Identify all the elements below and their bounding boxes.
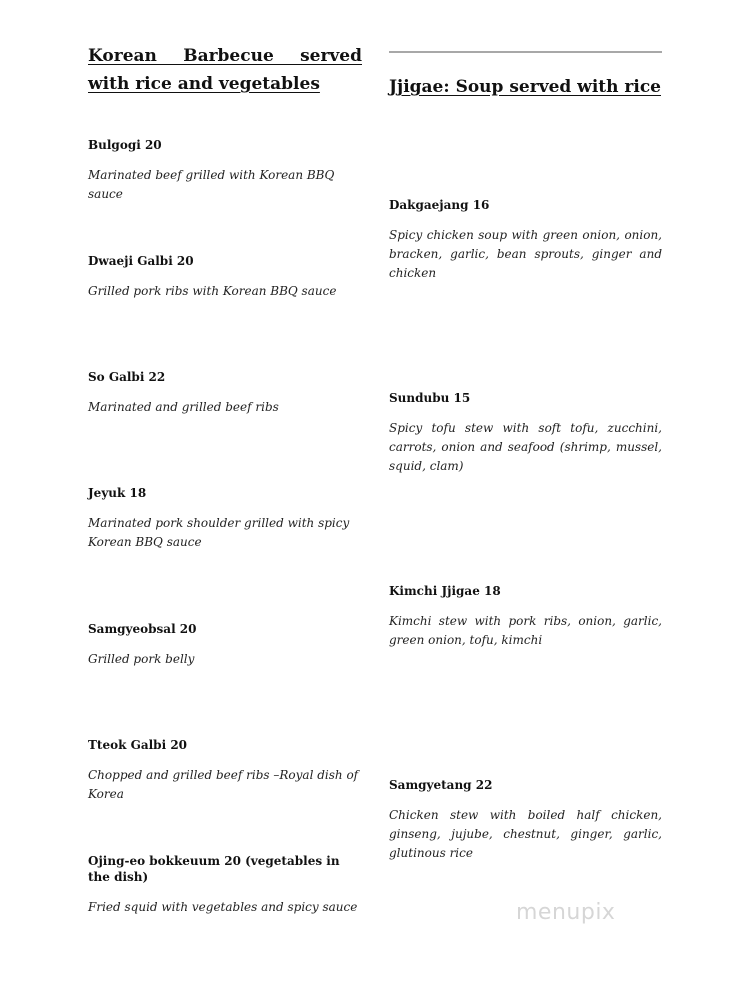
item-description: Spicy chicken soup with green onion, onion, bracken, garlic, bean sprouts, ginger and chicken xyxy=(389,228,662,280)
korean-barbecue-title: Korean Barbecue served with rice and vegetables xyxy=(88,46,362,94)
item-description: Fried squid with vegetables and spicy sauce xyxy=(88,900,358,914)
item-description: Marinated and grilled beef ribs xyxy=(88,400,279,414)
item-description: Chicken stew with boiled half chicken, ginseng, jujube, chestnut, ginger, garlic, glutinous rice xyxy=(389,808,662,860)
korean-barbecue-column xyxy=(88,42,362,914)
menu-item-jeyuk xyxy=(88,485,362,552)
item-name: Dakgaejang 16 xyxy=(389,198,490,212)
menu-item-ojing-eo-bokkeuum xyxy=(88,853,362,917)
item-name: Bulgogi 20 xyxy=(88,138,162,152)
item-name: Samgyeobsal 20 xyxy=(88,622,197,636)
item-name: Ojing-eo bokkeuum 20 (vegetables in the dish) xyxy=(88,854,340,884)
menu-item-samgyetang xyxy=(389,777,662,863)
jjigae-title: Jjigae: Soup served with rice xyxy=(389,77,661,97)
item-name: Sundubu 15 xyxy=(389,391,471,405)
item-description: Chopped and grilled beef ribs –Royal dish of Korea xyxy=(88,768,359,801)
menupix-watermark: menupix xyxy=(516,900,616,925)
top-divider xyxy=(389,51,662,53)
menu-item-so-galbi xyxy=(88,369,362,417)
item-name: Kimchi Jjigae 18 xyxy=(389,584,501,598)
item-description: Grilled pork ribs with Korean BBQ sauce xyxy=(88,284,337,298)
item-description: Marinated pork shoulder grilled with spicy Korean BBQ sauce xyxy=(88,516,350,549)
menu-item-kimchi-jjigae xyxy=(389,583,662,650)
item-description: Spicy tofu stew with soft tofu, zucchini, carrots, onion and seafood (shrimp, mussel, squid, clam) xyxy=(389,421,662,473)
item-name: Jeyuk 18 xyxy=(88,486,147,500)
menu-item-bulgogi xyxy=(88,137,362,204)
menu-item-dwaeji-galbi xyxy=(88,253,362,301)
menu-item-sundubu xyxy=(389,390,662,476)
item-name: Dwaeji Galbi 20 xyxy=(88,254,194,268)
item-name: Tteok Galbi 20 xyxy=(88,738,188,752)
item-description: Grilled pork belly xyxy=(88,652,195,666)
item-name: Samgyetang 22 xyxy=(389,778,493,792)
menu-item-samgyeobsal xyxy=(88,621,362,669)
item-description: Marinated beef grilled with Korean BBQ sauce xyxy=(88,168,335,201)
menu-item-tteok-galbi xyxy=(88,737,362,804)
item-name: So Galbi 22 xyxy=(88,370,166,384)
menu-item-dakgaejang xyxy=(389,197,662,283)
item-description: Kimchi stew with pork ribs, onion, garlic, green onion, tofu, kimchi xyxy=(389,614,662,647)
jjigae-column xyxy=(389,51,662,860)
